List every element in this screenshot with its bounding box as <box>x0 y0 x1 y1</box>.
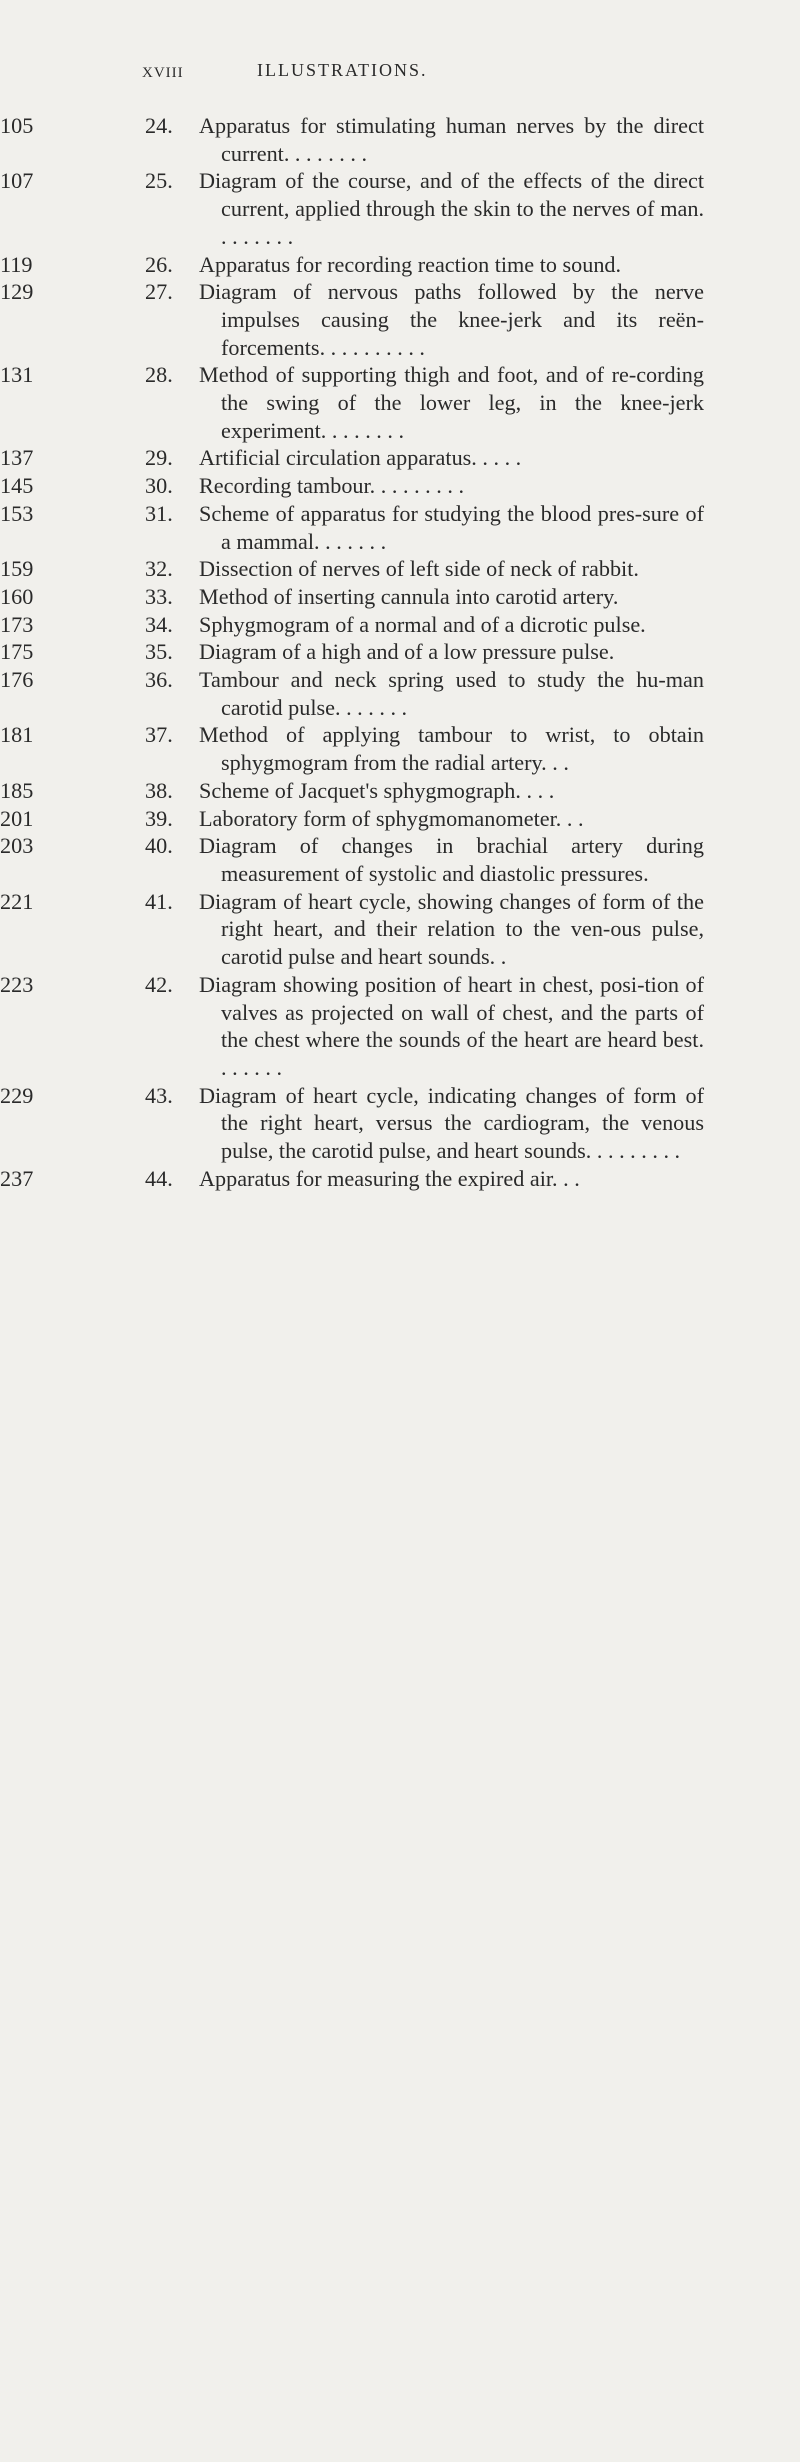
dot-leader: . . . . . . <box>221 1054 283 1080</box>
entry-number: 35. <box>145 639 173 665</box>
illustration-entry <box>0 638 800 666</box>
entry-page-number: 129 <box>0 279 34 305</box>
entry-caption <box>199 721 704 776</box>
illustration-entry <box>0 971 800 1082</box>
dot-leader: . . . . . . . . <box>375 473 464 499</box>
entry-page-number: 185 <box>0 777 34 803</box>
dot-leader: . . <box>561 805 584 831</box>
illustration-entry <box>0 500 800 555</box>
entry-number: 25. <box>145 168 173 194</box>
dot-leader: . . . . . . . . . <box>325 334 425 360</box>
entry-caption-text: Apparatus for stimulating human nerves by the direct current. <box>199 113 704 166</box>
illustration-entry <box>0 1165 800 1193</box>
illustration-entry <box>0 1082 800 1165</box>
dot-leader: . . . . . . <box>319 528 387 554</box>
entry-caption <box>199 777 704 805</box>
illustration-entry <box>0 721 800 776</box>
entry-number: 38. <box>145 777 173 803</box>
illustration-entry <box>0 472 800 500</box>
entry-caption <box>199 167 704 250</box>
entry-page-number: 229 <box>0 1082 34 1108</box>
dot-leader: . . . . . . . <box>289 140 368 166</box>
entry-caption <box>199 611 704 639</box>
entry-number: 27. <box>145 279 173 305</box>
entry-caption-text: Artificial circulation apparatus. <box>199 445 477 471</box>
entry-number: 32. <box>145 556 173 582</box>
illustration-entry <box>0 444 800 472</box>
entry-caption-text: Apparatus for recording reaction time to sound. <box>199 251 622 277</box>
running-title: ILLUSTRATIONS. <box>257 60 428 80</box>
entry-number: 37. <box>145 722 173 748</box>
entry-caption <box>199 251 704 279</box>
entry-caption-text: Method of applying tambour to wrist, to obtain sphygmogram from the radial artery. <box>199 722 704 776</box>
dot-leader: . . . <box>520 777 555 803</box>
entry-caption <box>199 1082 704 1165</box>
entry-page-number: 137 <box>0 445 34 471</box>
entry-page-number: 201 <box>0 805 34 831</box>
entry-caption-text: Diagram of the course, and of the effects of the direct current, applied through the skin to the nerves of man. <box>199 168 704 222</box>
illustration-entry <box>0 805 800 833</box>
entry-caption-text: Dissection of nerves of left side of neck of rabbit. <box>199 556 639 582</box>
entry-page-number: 107 <box>0 168 34 194</box>
entry-number: 24. <box>145 113 173 138</box>
dot-leader: . . . . . . . <box>326 417 405 443</box>
entry-page-number: 223 <box>0 971 34 997</box>
entry-caption <box>199 583 704 611</box>
illustration-entry <box>0 888 800 971</box>
page-header <box>142 58 622 88</box>
illustrations-list <box>0 112 800 1192</box>
entry-caption <box>199 666 704 721</box>
entry-caption <box>199 805 704 833</box>
entry-page-number: 221 <box>0 888 34 914</box>
entry-number: 28. <box>145 362 173 388</box>
entry-number: 34. <box>145 611 173 637</box>
illustration-entry <box>0 278 800 361</box>
entry-caption-text: Sphygmogram of a normal and of a dicrotic pulse. <box>199 611 646 637</box>
entry-caption-text: Laboratory form of sphygmomanometer. <box>199 805 562 831</box>
entry-page-number: 203 <box>0 833 34 859</box>
entry-number: 33. <box>145 583 173 609</box>
entry-number: 29. <box>145 445 173 471</box>
entry-number: 43. <box>145 1082 173 1108</box>
entry-page-number: 145 <box>0 473 34 499</box>
entry-page-number: 176 <box>0 667 34 693</box>
entry-number: 39. <box>145 805 173 831</box>
illustration-entry <box>0 555 800 583</box>
entry-caption-text: Recording tambour. <box>199 473 376 499</box>
dot-leader: . . . . <box>476 445 522 471</box>
entry-caption-text: Apparatus for measuring the expired air. <box>199 1165 558 1191</box>
entry-page-number: 173 <box>0 611 34 637</box>
illustration-entry <box>0 361 800 444</box>
entry-caption <box>199 888 704 971</box>
entry-number: 30. <box>145 473 173 499</box>
entry-page-number: 181 <box>0 722 34 748</box>
dot-leader: . <box>495 944 507 970</box>
entry-caption-text: Method of inserting cannula into carotid artery. <box>199 583 619 609</box>
entry-caption <box>199 112 704 167</box>
entry-caption <box>199 638 704 666</box>
entry-caption <box>199 444 704 472</box>
dot-leader: . . . . . . . . <box>591 1138 681 1164</box>
entry-caption <box>199 472 704 500</box>
entry-number: 31. <box>145 500 173 526</box>
page-number: xviii <box>142 58 184 82</box>
dot-leader: . . . . . . <box>340 694 408 720</box>
illustration-entry <box>0 112 800 167</box>
entry-caption <box>199 1165 704 1193</box>
entry-caption-text: Scheme of apparatus for studying the blood pres-sure of a mammal. <box>199 500 704 554</box>
entry-caption-text: Diagram of a high and of a low pressure pulse. <box>199 639 615 665</box>
entry-caption <box>199 971 704 1082</box>
entry-number: 40. <box>145 833 173 859</box>
illustration-entry <box>0 167 800 250</box>
entry-number: 36. <box>145 667 173 693</box>
entry-page-number: 153 <box>0 500 34 526</box>
entry-page-number: 160 <box>0 583 34 609</box>
illustration-entry <box>0 777 800 805</box>
entry-page-number: 237 <box>0 1165 34 1191</box>
entry-caption-text: Diagram of changes in brachial artery during measurement of systolic and diastolic pressures. <box>199 833 704 886</box>
entry-number: 44. <box>145 1165 173 1191</box>
entry-caption <box>199 555 704 583</box>
entry-caption-text: Diagram showing position of heart in chest, posi-tion of valves as projected on wall of chest, and the parts of the chest where the sounds of the heart are heard best. <box>199 971 704 1053</box>
illustration-entry <box>0 251 800 279</box>
entry-number: 26. <box>145 251 173 277</box>
entry-caption <box>199 832 704 887</box>
entry-page-number: 159 <box>0 556 34 582</box>
entry-caption <box>199 500 704 555</box>
entry-caption-text: Diagram of heart cycle, showing changes of form of the right heart, and their relation to the ven-ous pulse, carotid pulse and heart sounds. <box>199 888 704 970</box>
entry-page-number: 105 <box>0 113 34 138</box>
entry-caption <box>199 278 704 361</box>
entry-page-number: 131 <box>0 362 34 388</box>
illustration-entry <box>0 666 800 721</box>
entry-number: 42. <box>145 971 173 997</box>
entry-page-number: 119 <box>0 251 33 277</box>
entry-caption-text: Method of supporting thigh and foot, and of re-cording the swing of the lower leg, in the knee-jerk experiment. <box>199 362 704 443</box>
dot-leader: . . . . . . . <box>221 223 294 249</box>
entry-number: 41. <box>145 888 173 914</box>
entry-caption <box>199 361 704 444</box>
dot-leader: . . <box>557 1165 580 1191</box>
entry-caption-text: Diagram of nervous paths followed by the nerve impulses causing the knee-jerk and its reën-forcements. <box>199 279 704 360</box>
entry-page-number: 175 <box>0 639 34 665</box>
dot-leader: . . <box>546 750 569 776</box>
entry-caption-text: Diagram of heart cycle, indicating changes of form of the right heart, versus the cardiogram, the venous pulse, the carotid pulse, and heart sounds. <box>199 1082 704 1164</box>
illustration-entry <box>0 611 800 639</box>
illustration-entry <box>0 583 800 611</box>
entry-caption-text: Tambour and neck spring used to study the hu-man carotid pulse. <box>199 667 704 720</box>
entry-caption-text: Scheme of Jacquet's sphygmograph. <box>199 777 521 803</box>
illustration-entry <box>0 832 800 887</box>
